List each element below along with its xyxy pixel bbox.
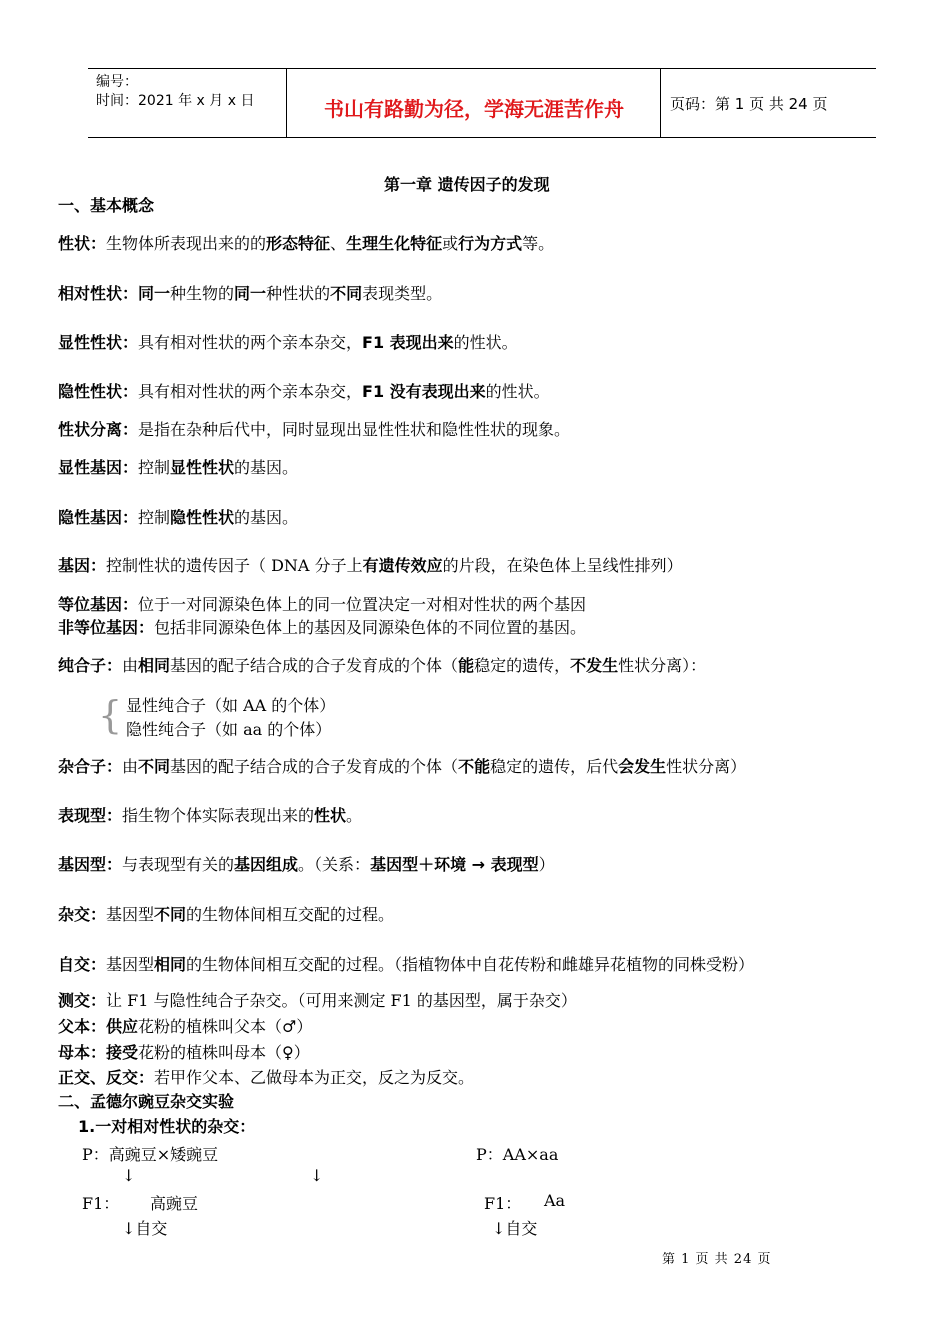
- def-testcross: 测交：让 F1 与隐性纯合子杂交。（可用来测定 F1 的基因型，属于杂交）: [58, 991, 577, 1010]
- header-divider: [660, 69, 661, 137]
- def-nonallele: 非等位基因：包括非同源染色体上的基因及同源染色体的不同位置的基因。: [58, 618, 587, 637]
- f1-genotype: Aa: [544, 1191, 566, 1210]
- def-trait: 性状：生物体所表现出来的的形态特征、生理生化特征或行为方式等。: [58, 234, 555, 253]
- def-dominant-gene: 显性基因：控制显性性状的基因。: [58, 458, 299, 477]
- def-recessive-gene: 隐性基因：控制隐性性状的基因。: [58, 508, 299, 527]
- section-heading: 一、基本概念: [58, 196, 155, 215]
- header-page-number: 页码：第 1 页 共 24 页: [670, 95, 828, 113]
- header-divider: [286, 69, 287, 137]
- selfing-arrow-right: ↓自交: [492, 1219, 538, 1238]
- def-female-parent: 母本：接受花粉的植株叫母本（♀）: [58, 1043, 310, 1062]
- page-footer: 第 1 页 共 24 页: [662, 1252, 772, 1267]
- header-date: 时间：2021 年 x 月 x 日: [96, 93, 255, 109]
- def-homozygote: 纯合子：由相同基因的配子结合成的合子发育成的个体（能稳定的遗传，不发生性状分离）：: [58, 656, 707, 675]
- def-phenotype: 表现型：指生物个体实际表现出来的性状。: [58, 806, 363, 825]
- subsection-heading: 1.一对相对性状的杂交：: [78, 1117, 256, 1136]
- header-number: 编号：: [96, 74, 138, 90]
- def-gene: 基因：控制性状的遗传因子（ DNA 分子上有遗传效应的片段，在染色体上呈线性排列）: [58, 556, 683, 575]
- def-cross: 杂交：基因型不同的生物体间相互交配的过程。: [58, 905, 395, 924]
- selfing-arrow-left: ↓自交: [122, 1219, 168, 1238]
- f1-label: F1：: [82, 1194, 120, 1213]
- def-reciprocal-cross: 正交、反交：若甲作父本、乙做母本为正交，反之为反交。: [58, 1068, 475, 1087]
- header-info: [96, 73, 254, 111]
- def-relative-trait: 相对性状：同一种生物的同一种性状的不同表现类型。: [58, 284, 443, 303]
- down-arrow-icon: ↓: [122, 1166, 136, 1185]
- homozygote-recessive: 隐性纯合子（如 aa 的个体）: [126, 720, 332, 739]
- def-recessive-trait: 隐性性状：具有相对性状的两个亲本杂交，F1 没有表现出来的性状。: [58, 382, 550, 401]
- header-motto: 书山有路勤为径，学海无涯苦作舟: [324, 97, 624, 121]
- section-heading: 二、孟德尔豌豆杂交实验: [58, 1092, 235, 1111]
- def-dominant-trait: 显性性状：具有相对性状的两个亲本杂交，F1 表现出来的性状。: [58, 333, 518, 352]
- def-genotype: 基因型：与表现型有关的基因组成。（关系：基因型＋环境 → 表现型）: [58, 855, 555, 874]
- brace-symbol: {: [98, 693, 123, 737]
- parents-genotype: P：AA×aa: [476, 1145, 559, 1164]
- f1-phenotype: 高豌豆: [150, 1194, 199, 1213]
- down-arrow-icon: ↓: [310, 1166, 324, 1185]
- f1-label: F1：: [484, 1194, 522, 1213]
- def-segregation: 性状分离：是指在杂种后代中，同时显现出显性性状和隐性性状的现象。: [58, 420, 571, 439]
- chapter-title: 第一章 遗传因子的发现: [384, 175, 550, 194]
- page-header: [88, 68, 876, 138]
- def-heterozygote: 杂合子：由不同基因的配子结合成的合子发育成的个体（不能稳定的遗传，后代会发生性状分离）: [58, 757, 747, 776]
- homozygote-dominant: 显性纯合子（如 AA 的个体）: [126, 696, 336, 715]
- def-allele: 等位基因：位于一对同源染色体上的同一位置决定一对相对性状的两个基因: [58, 595, 587, 614]
- def-selfing: 自交：基因型相同的生物体间相互交配的过程。（指植物体中自花传粉和雌雄异花植物的同株受粉）: [58, 955, 755, 974]
- def-male-parent: 父本：供应花粉的植株叫父本（♂）: [58, 1017, 313, 1036]
- parents-phenotype: P：高豌豆×矮豌豆: [82, 1145, 219, 1164]
